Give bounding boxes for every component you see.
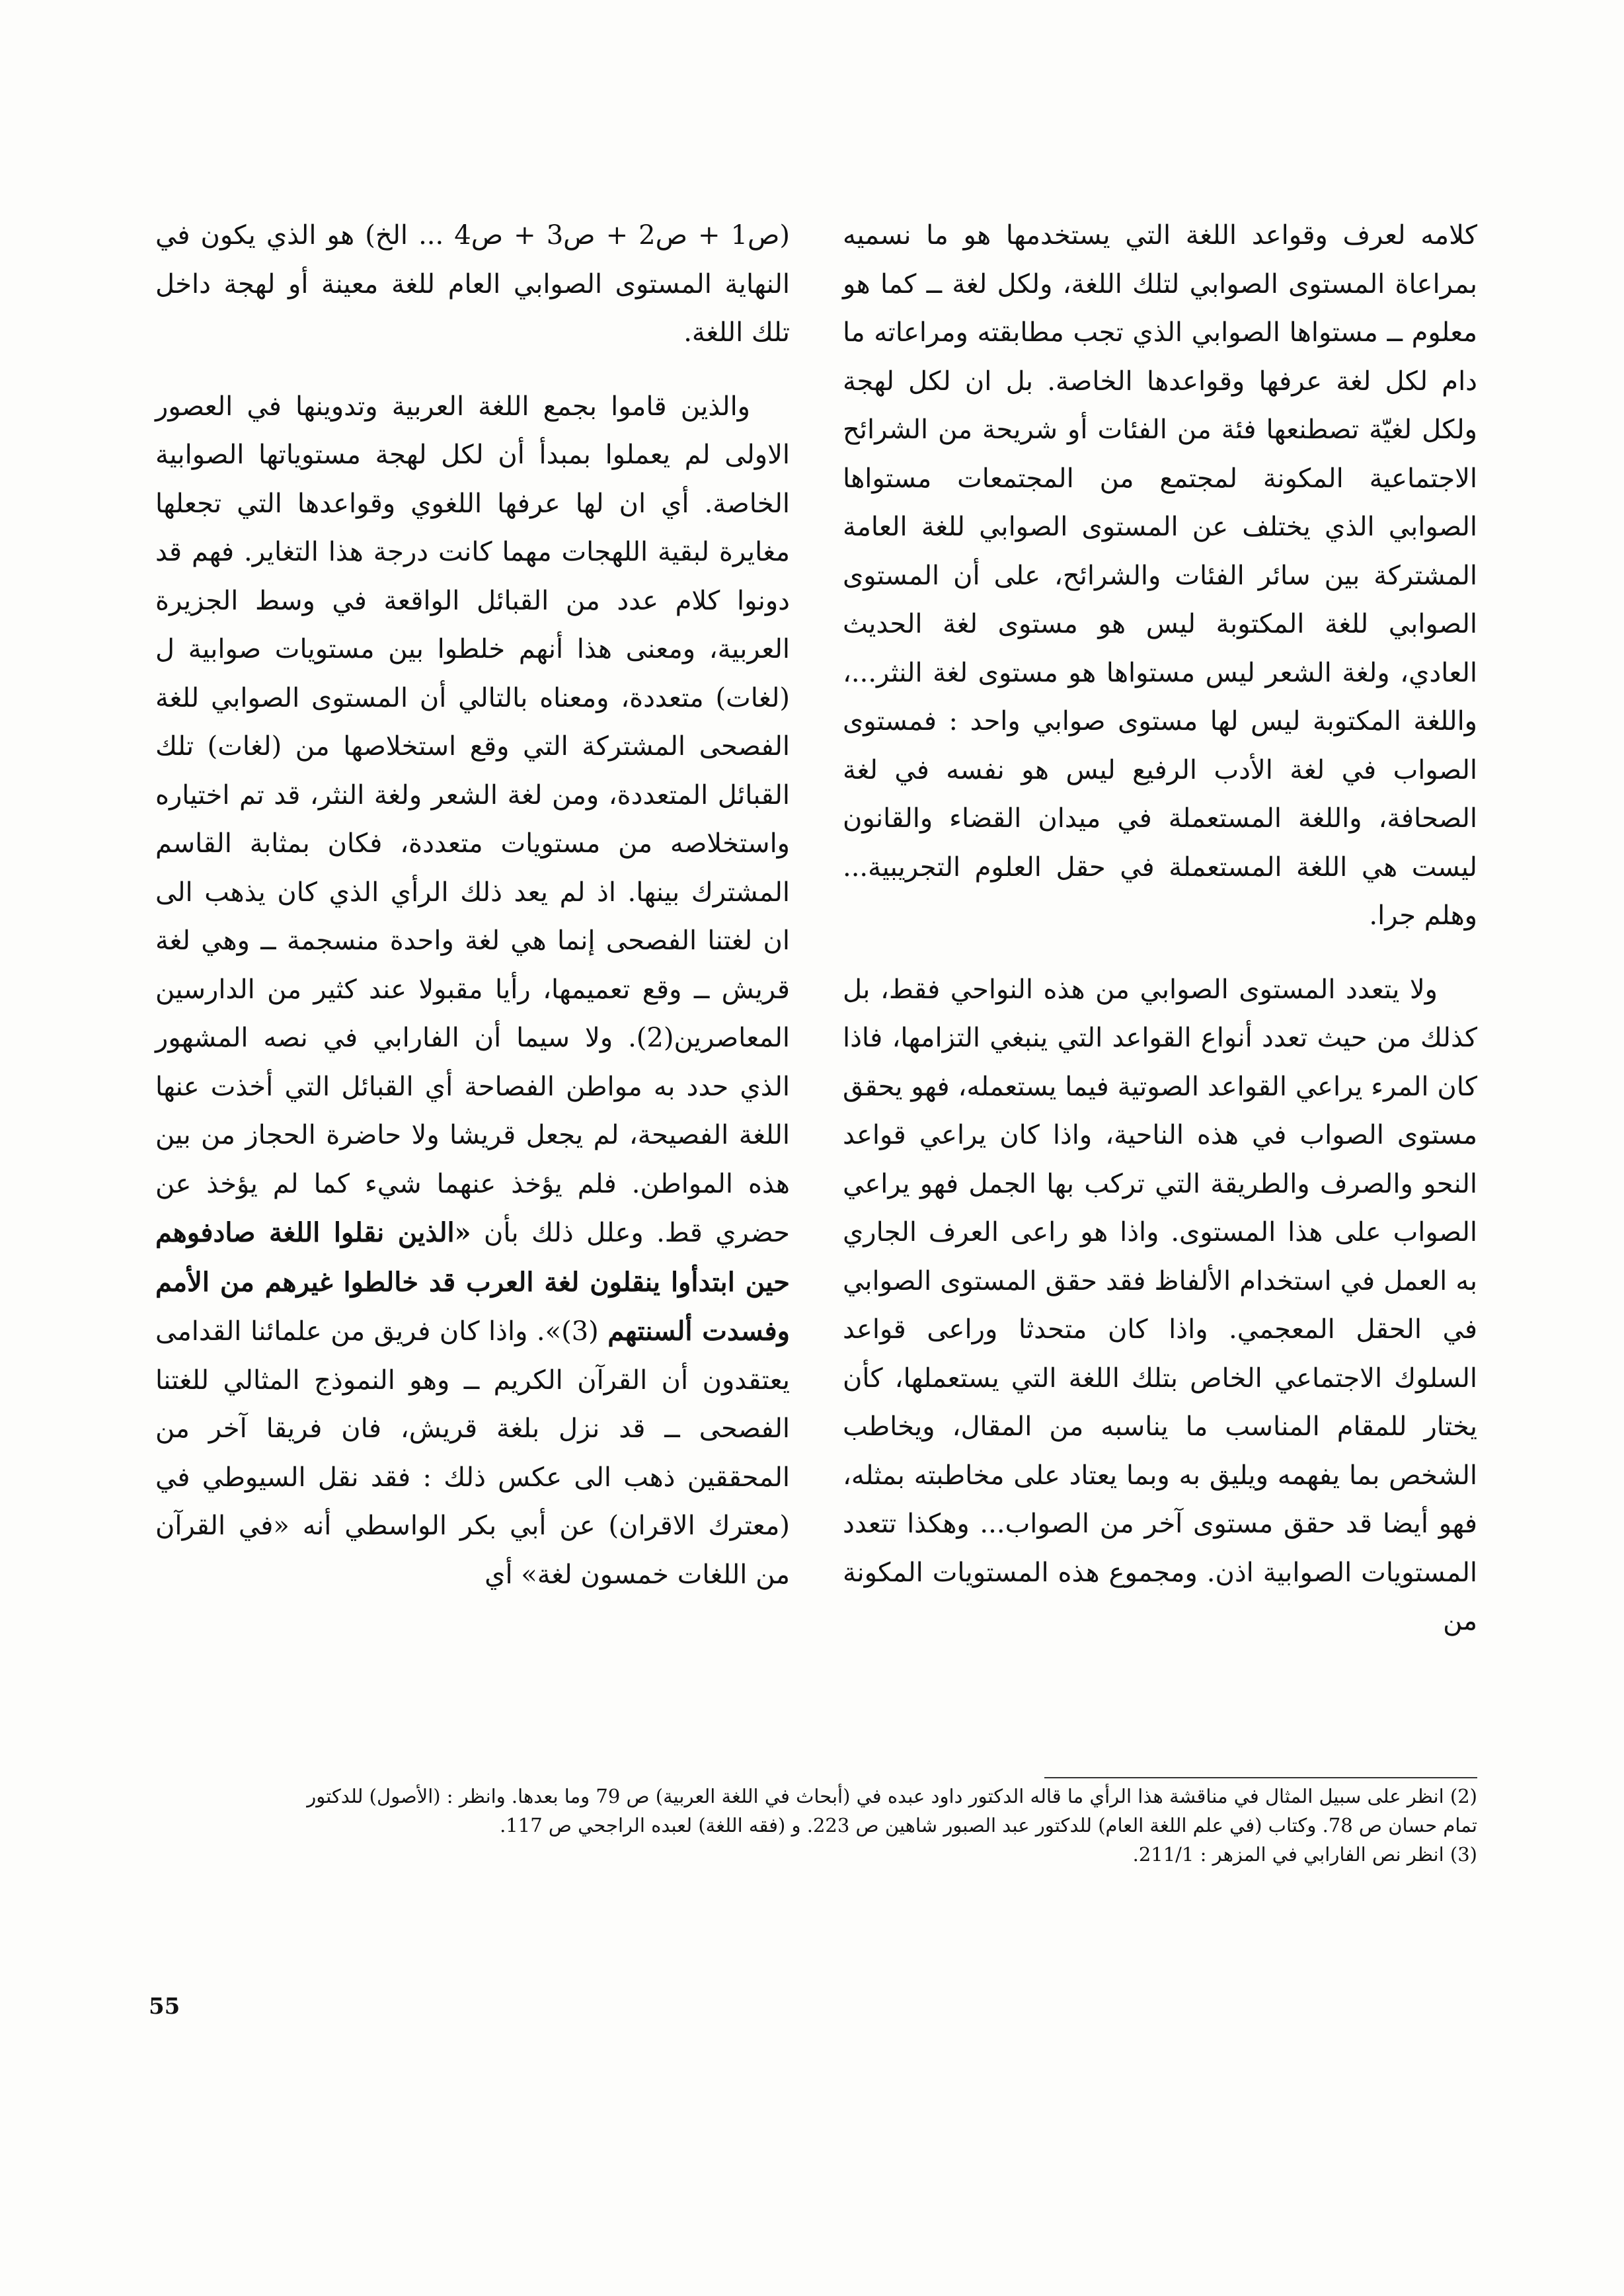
footnotes xyxy=(155,1782,1477,1869)
left-text-column xyxy=(155,212,790,1599)
left-paragraph-2-continuation: (3)». واذا كان فريق من علمائنا القدامى يعتقدون أن القرآن الكريم ــ وهو النموذج المثالي للغتنا الفصحى ــ قد نزل بلغة قريش، فان فريقا آخر من المحققين ذهب الى عكس ذلك : فقد نقل السيوطي في (معترك الاقران) عن أبي بكر الواسطي أنه «في القرآن من اللغات خمسون لغة» أي xyxy=(155,1316,790,1590)
left-paragraph-1: (ص1 + ص2 + ص3 + ص4 ... الخ) هو الذي يكون في النهاية المستوى الصوابي العام للغة معينة أو لهجة داخل تلك اللغة. xyxy=(155,220,790,348)
farabi-quote: «الذين نقلوا اللغة صادفوهم حين ابتدأوا ينقلون لغة العرب قد خالطوا غيرهم من الأمم وفسدت ألسنتهم xyxy=(155,1217,790,1347)
page-number: 55 xyxy=(149,1993,180,2020)
footnote-divider xyxy=(1044,1777,1477,1778)
right-paragraph-2: ولا يتعدد المستوى الصوابي من هذه النواحي فقط، بل كذلك من حيث تعدد أنواع القواعد التي ينبغي التزامها، فاذا كان المرء يراعي القواعد الصوتية فيما يستعمله، فهو يحقق مستوى الصواب في هذه الناحية، واذا كان يراعي قواعد النحو والصرف والطريقة التي تركب بها الجمل فهو يراعي الصواب على هذا المستوى. واذا هو راعى العرف الجاري به العمل في استخدام الألفاظ فقد حقق المستوى الصوابي في الحقل المعجمي. واذا كان متحدثا وراعى قواعد السلوك الاجتماعي الخاص بتلك اللغة التي يستعملها، كأن يختار للمقام المناسب ما يناسبه من المقال، ويخاطب الشخص بما يفهمه ويليق به وبما يعتاد على مخاطبته بمثله، فهو أيضا قد حقق مستوى آخر من الصواب... وهكذا تتعدد المستويات الصوابية اذن. ومجموع هذه المستويات المكونة من xyxy=(843,974,1477,1636)
right-text-column xyxy=(843,212,1477,1646)
footnote-3: (3) انظر نص الفارابي في المزهر : 211/1. xyxy=(1132,1843,1477,1866)
right-paragraph-1: كلامه لعرف وقواعد اللغة التي يستخدمها هو ما نسميه بمراعاة المستوى الصوابي لتلك اللغة، ولكل لغة ــ كما هو معلوم ــ مستواها الصوابي الذي تجب مطابقته ومراعاته ما دام لكل لغة عرفها وقواعدها الخاصة. بل ان لكل لهجة ولكل لغيّة تصطنعها فئة من الفئات أو شريحة من الشرائح الاجتماعية المكونة لمجتمع من المجتمعات مستواها الصوابي الذي يختلف عن المستوى الصوابي للغة العامة المشتركة بين سائر الفئات والشرائح، على أن المستوى الصوابي للغة المكتوبة ليس هو مستوى لغة الحديث العادي، ولغة الشعر ليس مستواها هو مستوى لغة النثر...، واللغة المكتوبة ليس لها مستوى صوابي واحد : فمستوى الصواب في لغة الأدب الرفيع ليس هو نفسه في لغة الصحافة، واللغة المستعملة في ميدان القضاء والقانون ليست هي اللغة المستعملة في حقل العلوم التجريبية... وهلم جرا. xyxy=(843,220,1477,931)
footnote-2-line-2: تمام حسان ص 78. وكتاب (في علم اللغة العام) للدكتور عبد الصبور شاهين ص 223. و (فقه اللغة) لعبده الراجحي ص 117. xyxy=(500,1814,1477,1837)
footnote-2-line-1: (2) انظر على سبيل المثال في مناقشة هذا الرأي ما قاله الدكتور داود عبده في (أبحاث في اللغة العربية) ص 79 وما بعدها. وانظر : (الأصول) للدكتور xyxy=(307,1785,1477,1807)
left-paragraph-2 xyxy=(155,383,790,1600)
left-paragraph-2-text: والذين قاموا بجمع اللغة العربية وتدوينها في العصور الاولى لم يعملوا بمبدأ أن لكل لهجة مستوياتها الصوابية الخاصة. أي ان لها عرفها اللغوي وقواعدها التي تجعلها مغايرة لبقية اللهجات مهما كانت درجة هذا التغاير. فهم قد دونوا كلام عدد من القبائل الواقعة في وسط الجزيرة العربية، ومعنى هذا أنهم خلطوا بين مستويات صوابية ل (لغات) متعددة، ومعناه بالتالي أن المستوى الصوابي للغة الفصحى المشتركة التي وقع استخلاصها من (لغات) تلك القبائل المتعددة، ومن لغة الشعر ولغة النثر، قد تم اختياره واستخلاصه من مستويات متعددة، فكان بمثابة القاسم المشترك بينها. اذ لم يعد ذلك الرأي الذي كان يذهب الى ان لغتنا الفصحى إنما هي لغة واحدة منسجمة ــ وهي لغة قريش ــ وقع تعميمها، رأيا مقبولا عند كثير من الدارسين المعاصرين(2). ولا سيما أن الفارابي في نصه المشهور الذي حدد به مواطن الفصاحة أي القبائل التي أخذت عنها اللغة الفصيحة، لم يجعل قريشا ولا حاضرة الحجاز من بين هذه المواطن. فلم يؤخذ عنهما شيء كما لم يؤخذ عن حضري قط. وعلل ذلك بأن xyxy=(155,391,791,1248)
